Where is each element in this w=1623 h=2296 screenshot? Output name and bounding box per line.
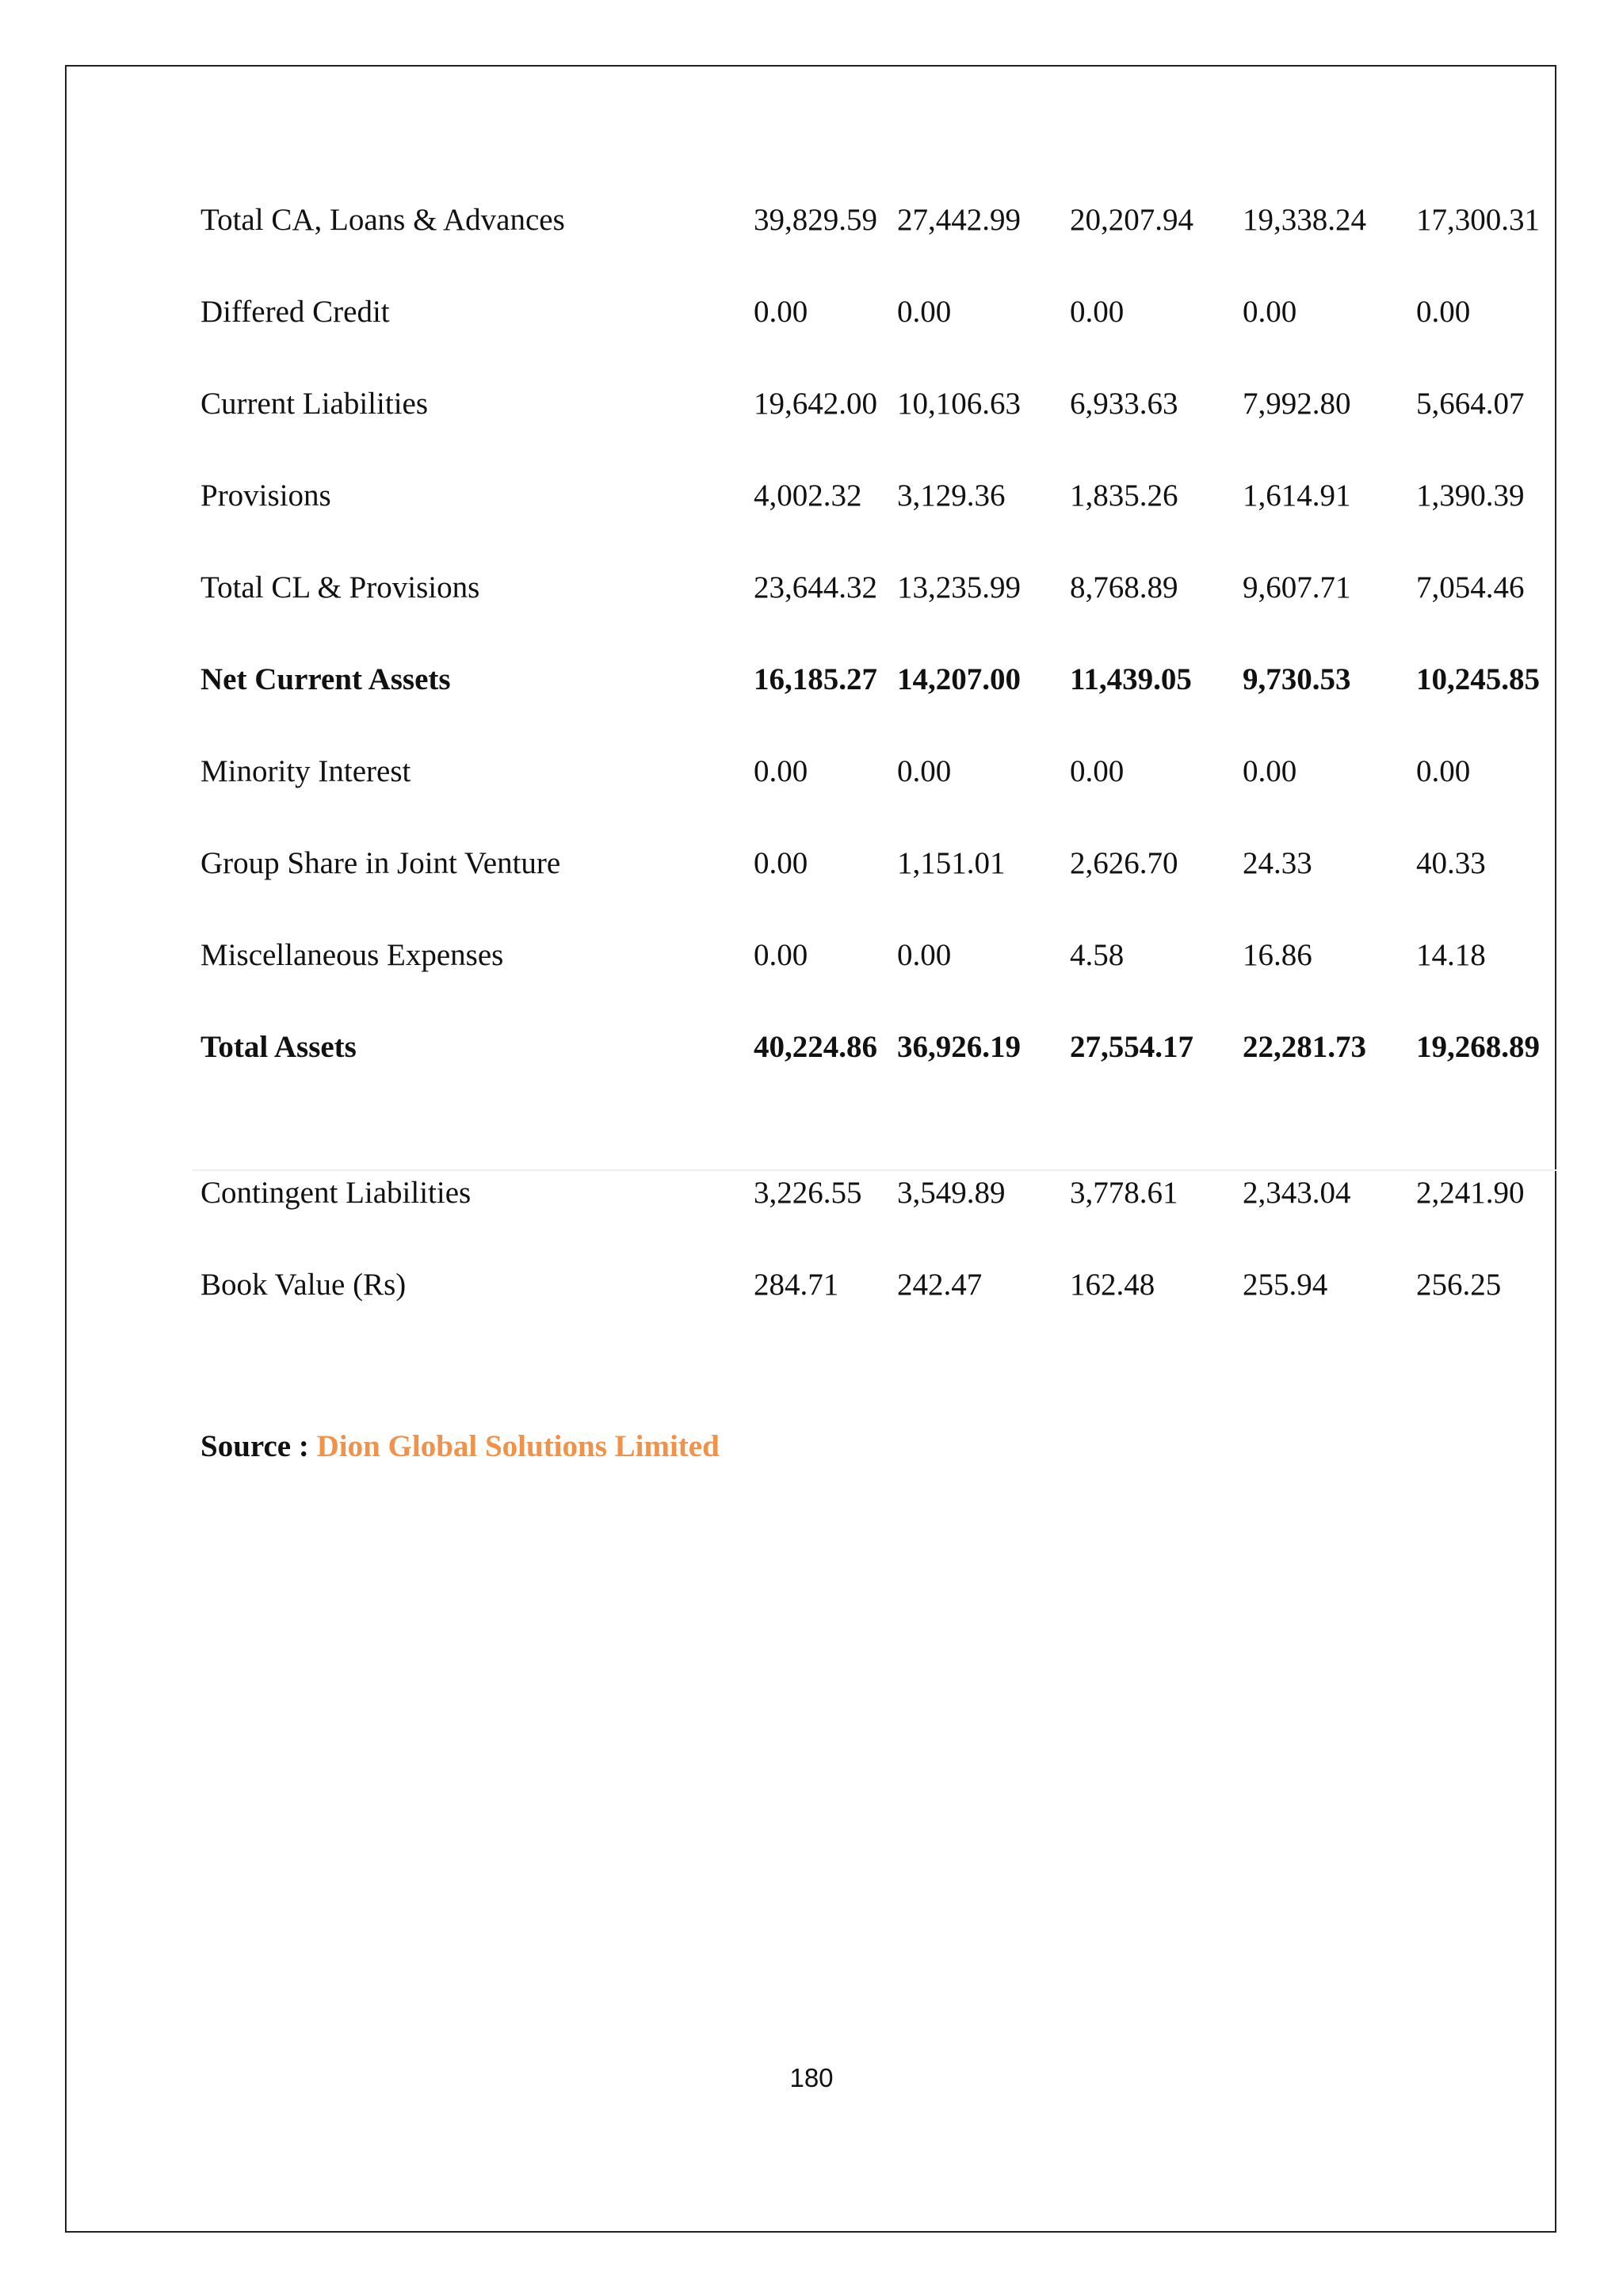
table-row	[0, 472, 1623, 520]
row-value: 20,207.94	[1070, 203, 1193, 237]
row-value: 11,439.05	[1070, 662, 1192, 696]
row-value: 2,241.90	[1416, 1176, 1525, 1210]
row-value: 8,768.89	[1070, 570, 1178, 605]
table-row	[0, 1169, 1623, 1217]
row-value: 16.86	[1243, 938, 1312, 972]
row-label: Current Liabilities	[200, 387, 429, 421]
row-label: Total Assets	[200, 1030, 357, 1064]
row-value: 14.18	[1416, 938, 1486, 972]
row-value: 3,549.89	[897, 1176, 1006, 1210]
row-value: 0.00	[1070, 754, 1125, 788]
row-value: 256.25	[1416, 1268, 1502, 1302]
row-value: 19,268.89	[1416, 1030, 1540, 1064]
row-value: 23,644.32	[754, 570, 877, 605]
row-value: 27,442.99	[897, 203, 1021, 237]
row-label: Miscellaneous Expenses	[200, 938, 504, 972]
row-value: 4,002.32	[754, 479, 862, 513]
row-label: Net Current Assets	[200, 662, 451, 696]
row-value: 0.00	[1070, 295, 1125, 329]
row-value: 39,829.59	[754, 203, 877, 237]
row-value: 22,281.73	[1243, 1030, 1366, 1064]
table-row	[0, 840, 1623, 887]
row-label: Total CA, Loans & Advances	[200, 203, 565, 237]
table-row	[0, 380, 1623, 428]
row-label: Minority Interest	[200, 754, 411, 788]
page-number: 180	[789, 2063, 834, 2092]
row-value: 0.00	[1416, 754, 1471, 788]
row-value: 10,106.63	[897, 387, 1021, 421]
row-value: 0.00	[754, 295, 808, 329]
row-value: 2,626.70	[1070, 846, 1178, 880]
source-label: Source :	[200, 1429, 309, 1463]
table-row	[0, 196, 1623, 244]
row-value: 284.71	[754, 1268, 839, 1302]
row-label: Contingent Liabilities	[200, 1176, 472, 1210]
row-value: 13,235.99	[897, 570, 1021, 605]
row-value: 19,642.00	[754, 387, 877, 421]
row-value: 0.00	[1243, 754, 1297, 788]
row-label: Group Share in Joint Venture	[200, 846, 561, 880]
row-value: 7,054.46	[1416, 570, 1525, 605]
row-value: 14,207.00	[897, 662, 1021, 696]
row-value: 1,614.91	[1243, 479, 1351, 513]
table-row	[0, 564, 1623, 612]
row-value: 1,151.01	[897, 846, 1006, 880]
row-value: 17,300.31	[1416, 203, 1540, 237]
row-value: 7,992.80	[1243, 387, 1351, 421]
row-value: 0.00	[754, 754, 808, 788]
row-value: 9,607.71	[1243, 570, 1351, 605]
row-value: 40.33	[1416, 846, 1486, 880]
row-value: 3,778.61	[1070, 1176, 1178, 1210]
table-row	[0, 656, 1623, 704]
row-value: 0.00	[754, 846, 808, 880]
row-value: 9,730.53	[1243, 662, 1351, 696]
table-row	[0, 748, 1623, 795]
row-value: 3,226.55	[754, 1176, 862, 1210]
row-value: 40,224.86	[754, 1030, 877, 1064]
row-label: Provisions	[200, 479, 331, 513]
table-row	[0, 932, 1623, 979]
row-value: 0.00	[1243, 295, 1297, 329]
row-value: 3,129.36	[897, 479, 1006, 513]
row-value: 36,926.19	[897, 1030, 1021, 1064]
row-value: 0.00	[1416, 295, 1471, 329]
row-value: 162.48	[1070, 1268, 1155, 1302]
row-value: 16,185.27	[754, 662, 877, 696]
row-value: 1,390.39	[1416, 479, 1525, 513]
row-label: Total CL & Provisions	[200, 570, 480, 605]
row-label: Differed Credit	[200, 295, 390, 329]
row-value: 242.47	[897, 1268, 983, 1302]
row-value: 19,338.24	[1243, 203, 1366, 237]
row-value: 0.00	[897, 295, 952, 329]
row-value: 0.00	[897, 754, 952, 788]
row-value: 4.58	[1070, 938, 1125, 972]
row-label: Book Value (Rs)	[200, 1268, 407, 1302]
row-value: 0.00	[897, 938, 952, 972]
source-name: Dion Global Solutions Limited	[316, 1429, 720, 1463]
row-value: 27,554.17	[1070, 1030, 1193, 1064]
row-value: 5,664.07	[1416, 387, 1525, 421]
table-row	[0, 288, 1623, 336]
row-value: 1,835.26	[1070, 479, 1178, 513]
row-value: 6,933.63	[1070, 387, 1178, 421]
row-value: 0.00	[754, 938, 808, 972]
table-row	[0, 1261, 1623, 1309]
source-note	[200, 1423, 720, 1470]
row-value: 2,343.04	[1243, 1176, 1351, 1210]
table-row	[0, 1024, 1623, 1071]
row-value: 24.33	[1243, 846, 1312, 880]
row-value: 10,245.85	[1416, 662, 1540, 696]
row-value: 255.94	[1243, 1268, 1328, 1302]
